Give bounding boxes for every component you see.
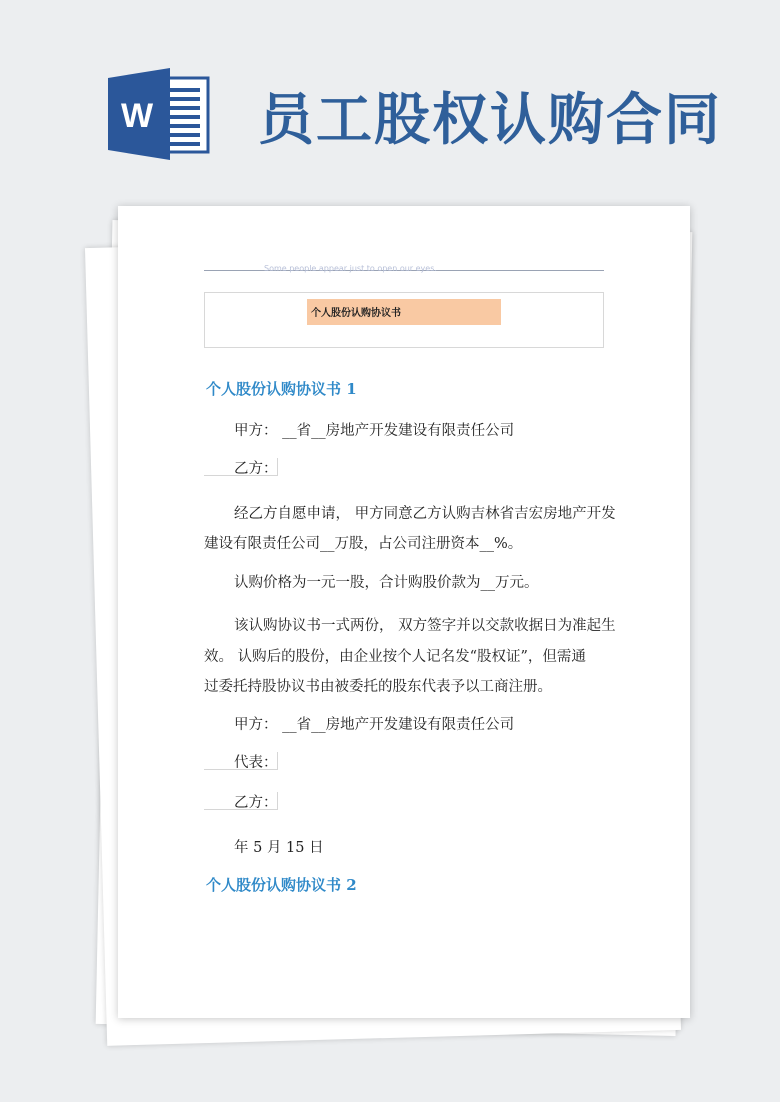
word-icon xyxy=(108,68,212,160)
sign-party-b-label: 乙方： xyxy=(234,795,278,811)
paragraph-3-line-3: 过委托持股协议书由被委托的股东代表予以工商注册。 xyxy=(204,679,552,695)
party-a-line: 甲方： __省__房地产开发建设有限责任公司 xyxy=(234,423,515,439)
paragraph-1-line-1: 经乙方自愿申请， 甲方同意乙方认购吉林省吉宏房地产开发 xyxy=(234,506,616,522)
section-heading-2: 个人股份认购协议书 2 xyxy=(206,876,357,894)
paragraph-2: 认购价格为一元一股，合计购股价款为__万元。 xyxy=(234,575,539,591)
sign-party-b-field xyxy=(204,792,278,810)
paragraph-3-line-2: 效。 认购后的股份，由企业按个人记名发“股权证”，但需通 xyxy=(204,649,586,665)
paragraph-3-line-1: 该认购协议书一式两份， 双方签字并以交款收据日为准起生 xyxy=(234,618,616,634)
word-icon-letter: W xyxy=(120,97,154,135)
party-b-label: 乙方： xyxy=(234,461,278,477)
page-header xyxy=(0,0,780,205)
header-note: Some people appear just to open our eyes. xyxy=(264,264,437,273)
representative-label: 代表： xyxy=(234,755,278,771)
paragraph-1-line-2: 建设有限责任公司__万股，占公司注册资本__%。 xyxy=(204,536,523,552)
date-line: 年 5 月 15 日 xyxy=(234,840,324,856)
representative-field xyxy=(204,752,278,770)
page-title: 员工股权认购合同 xyxy=(258,87,722,153)
document-page xyxy=(118,206,690,1018)
title-banner: 个人股份认购协议书 xyxy=(307,299,501,325)
party-b-field xyxy=(204,458,278,476)
sign-party-a-line: 甲方： __省__房地产开发建设有限责任公司 xyxy=(234,717,515,733)
section-heading-1: 个人股份认购协议书 1 xyxy=(206,380,357,398)
title-banner-box xyxy=(204,292,604,348)
